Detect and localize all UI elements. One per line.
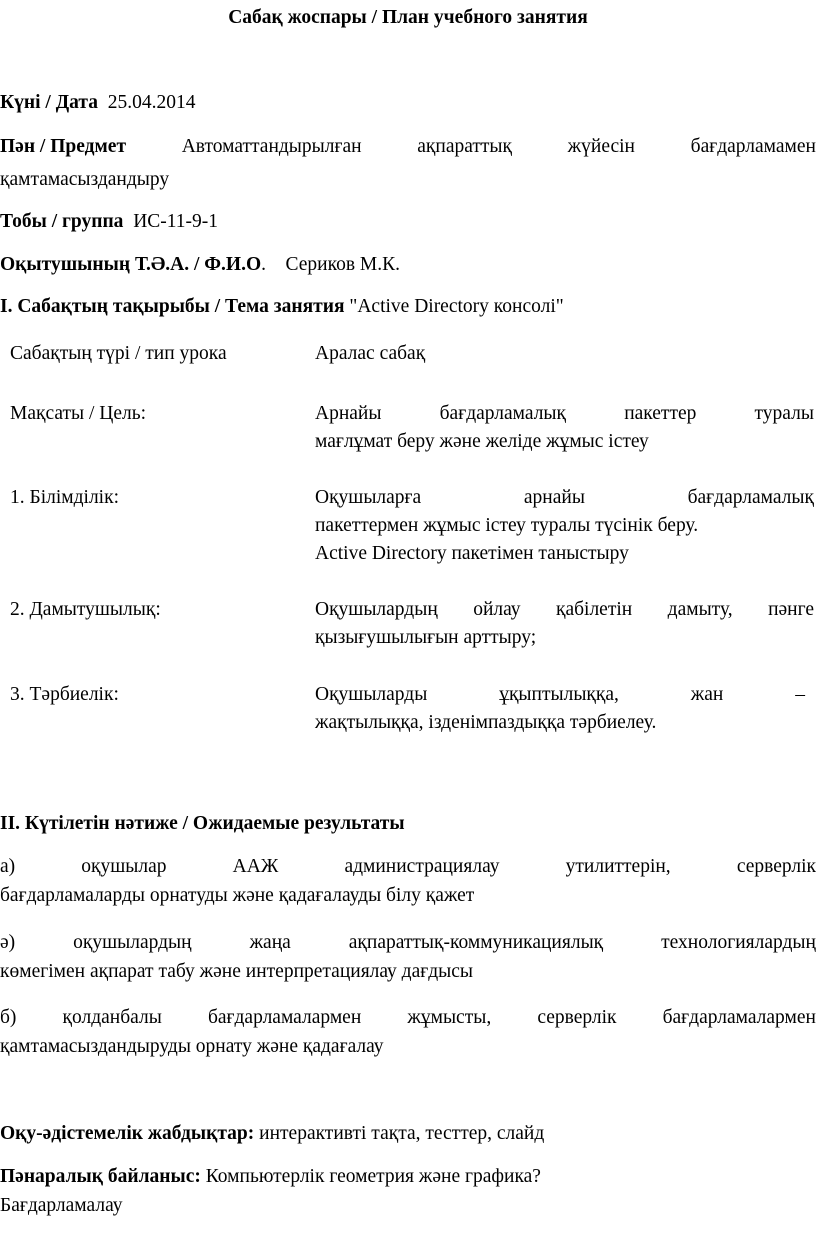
info-row-value bbox=[315, 404, 814, 424]
equipment-line bbox=[0, 1124, 544, 1144]
result-word: б) bbox=[0, 1007, 17, 1028]
date-label: Күні / Дата bbox=[0, 92, 98, 113]
info-word: бағдарламалық bbox=[439, 403, 567, 424]
result-word: ә) bbox=[0, 932, 16, 953]
subject-word: бағдарламамен bbox=[690, 136, 816, 157]
result-word: оқушылардың bbox=[73, 932, 192, 953]
info-word: пакеттер bbox=[624, 403, 697, 424]
result-word: бағдарламалармен bbox=[662, 1007, 816, 1028]
document-title: Сабақ жоспары / План учебного занятия bbox=[228, 7, 588, 28]
result-item bbox=[0, 933, 816, 953]
info-row-label: 2. Дамытушылық: bbox=[10, 599, 161, 620]
group-value: ИС-11-9-1 bbox=[133, 211, 219, 232]
info-word: Оқушыларды bbox=[315, 684, 428, 705]
subject-label: Пән / Предмет bbox=[0, 136, 127, 157]
info-word: Оқушыларға bbox=[315, 487, 422, 508]
topic-line bbox=[0, 297, 564, 317]
topic-label: I. Сабақтың тақырыбы / Тема занятия bbox=[0, 296, 345, 317]
info-row-value bbox=[315, 600, 814, 620]
result-word: ААЖ bbox=[232, 856, 279, 877]
info-row-label: Сабақтың түрі / тип урока bbox=[10, 343, 227, 364]
links-line bbox=[0, 1167, 541, 1187]
info-row-value: Аралас сабақ bbox=[315, 343, 426, 364]
teacher-label: Оқытушының Т.Ә.А. / Ф.И.О bbox=[0, 254, 262, 275]
result-word: администрациялау bbox=[344, 856, 500, 877]
info-word: жан bbox=[690, 684, 724, 705]
result-word: оқушылар bbox=[81, 856, 167, 877]
links-value: Компьютерлік геометрия және графика? bbox=[205, 1166, 541, 1187]
info-word: ұқыптылыққа, bbox=[499, 684, 619, 705]
result-word: ақпараттық-коммуникациялық bbox=[348, 932, 604, 953]
result-word: жұмысты, bbox=[407, 1007, 492, 1028]
equipment-value: интерактивті тақта, тесттер, слайд bbox=[259, 1123, 545, 1144]
subject-word: ақпараттық bbox=[417, 136, 512, 157]
links-value-line2: Бағдарламалау bbox=[0, 1195, 123, 1216]
result-item-line2: бағдарламаларды орнатуды және қадағалауды білу қажет bbox=[0, 885, 475, 906]
info-word: ойлау bbox=[473, 599, 521, 620]
equipment-label: Оқу-әдістемелік жабдықтар: bbox=[0, 1123, 255, 1144]
info-word: пәнге bbox=[768, 599, 814, 620]
teacher-value: Сериков М.К. bbox=[285, 254, 401, 275]
group-line bbox=[0, 212, 218, 232]
result-word: серверлік bbox=[736, 856, 816, 877]
info-row-value-line2: мағлұмат беру және желіде жұмыс істеу bbox=[315, 431, 649, 452]
date-line bbox=[0, 93, 195, 113]
result-word: утилиттерін, bbox=[565, 856, 671, 877]
links-label: Пәнаралық байланыс: bbox=[0, 1166, 201, 1187]
result-word: технологиялардың bbox=[661, 932, 816, 953]
info-word: арнайы bbox=[523, 487, 585, 508]
result-word: қолданбалы bbox=[62, 1007, 162, 1028]
subject-word: жүйесін bbox=[567, 136, 635, 157]
result-item bbox=[0, 1008, 816, 1028]
info-row-value bbox=[315, 488, 814, 508]
result-item-line2: көмегімен ақпарат табу және интерпретациялау дағдысы bbox=[0, 961, 474, 982]
result-item-line2: қамтамасыздандыруды орнату және қадағалау bbox=[0, 1036, 384, 1057]
info-word: Оқушылардың bbox=[315, 599, 438, 620]
info-row-label: 3. Тәрбиелік: bbox=[10, 684, 119, 705]
info-row-value bbox=[315, 685, 805, 705]
info-row-value-line2: қызығушылығын арттыру; bbox=[315, 627, 537, 648]
info-word: бағдарламалық bbox=[687, 487, 814, 508]
info-row-value-line2: жақтылыққа, ізденімпаздыққа тәрбиелеу. bbox=[315, 712, 657, 733]
subject-line bbox=[0, 137, 816, 157]
info-row-label: Мақсаты / Цель: bbox=[10, 403, 147, 424]
info-word: дамыту, bbox=[667, 599, 733, 620]
info-word: туралы bbox=[754, 403, 814, 424]
info-word: қабілетін bbox=[555, 599, 633, 620]
results-heading: II. Күтілетін нәтиже / Ожидаемые результаты bbox=[0, 813, 405, 834]
info-row-value-line2: пакеттермен жұмыс істеу туралы түсінік беру. bbox=[315, 515, 699, 536]
topic-value: "Active Directory консолі" bbox=[349, 296, 564, 317]
date-value: 25.04.2014 bbox=[107, 92, 196, 113]
result-item bbox=[0, 857, 816, 877]
group-label: Тобы / группа bbox=[0, 211, 124, 232]
result-word: серверлік bbox=[537, 1007, 617, 1028]
info-row-label: 1. Білімділік: bbox=[10, 487, 119, 508]
teacher-line bbox=[0, 255, 400, 275]
info-word: – bbox=[795, 684, 805, 705]
result-word: а) bbox=[0, 856, 16, 877]
info-word: Арнайы bbox=[315, 403, 382, 424]
result-word: жаңа bbox=[249, 932, 291, 953]
info-row-value-line3: Active Directory пакетімен таныстыру bbox=[315, 543, 629, 564]
subject-value-line2: қамтамасыздандыру bbox=[0, 169, 170, 190]
teacher-dot: . bbox=[261, 254, 267, 275]
result-word: бағдарламалармен bbox=[207, 1007, 362, 1028]
subject-word: Автоматтандырылған bbox=[181, 136, 362, 157]
